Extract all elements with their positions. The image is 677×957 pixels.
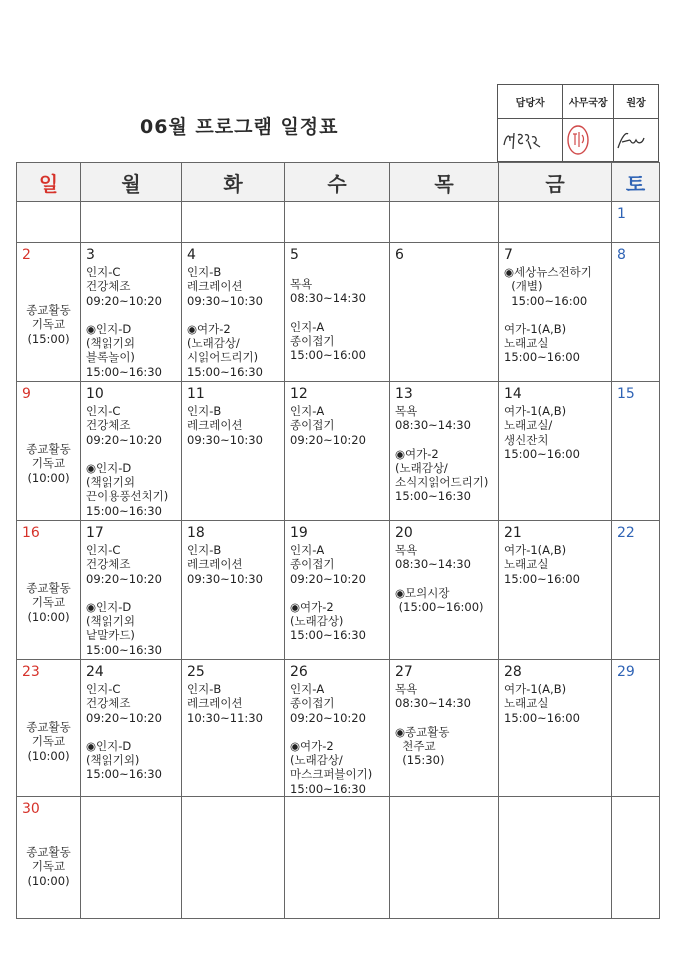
schedule-event: 인지-C 건강체조 09:20~10:20 bbox=[86, 265, 162, 308]
day-number: 8 bbox=[617, 247, 626, 263]
director-signature bbox=[614, 119, 659, 162]
schedule-event: 인지-B 레크레이션 09:30~10:30 bbox=[187, 543, 263, 586]
day-cell-fri bbox=[499, 797, 612, 919]
calendar-week-row bbox=[17, 797, 660, 919]
schedule-event: ◉인지-D (책읽기외 블록놀이) 15:00~16:30 bbox=[86, 321, 162, 379]
day-number: 27 bbox=[395, 664, 413, 680]
weekday-fri: 금 bbox=[499, 163, 612, 202]
weekday-thu: 목 bbox=[390, 163, 499, 202]
day-cell-thu bbox=[390, 797, 499, 919]
day-cell-fri bbox=[499, 521, 612, 660]
handwritten-signature-icon bbox=[498, 125, 548, 155]
day-cell-tue bbox=[182, 797, 285, 919]
day-cell-tue bbox=[182, 243, 285, 382]
day-cell-wed bbox=[285, 382, 390, 521]
day-cell-wed bbox=[285, 660, 390, 797]
schedule-event: 여가-1(A,B) 노래교실 15:00~16:00 bbox=[504, 682, 580, 725]
day-number: 15 bbox=[617, 386, 635, 402]
day-cell-tue bbox=[182, 382, 285, 521]
day-cell-wed bbox=[285, 202, 390, 243]
schedule-event: 인지-A 종이접기 15:00~16:00 bbox=[290, 319, 366, 363]
day-number: 5 bbox=[290, 247, 299, 263]
day-cell-sat bbox=[612, 382, 660, 521]
day-number: 9 bbox=[22, 386, 31, 402]
day-cell-tue bbox=[182, 521, 285, 660]
day-number: 18 bbox=[187, 525, 205, 541]
day-number: 23 bbox=[22, 664, 40, 680]
day-cell-wed bbox=[285, 243, 390, 382]
day-number: 13 bbox=[395, 386, 413, 402]
schedule-event: 인지-B 레크레이션 09:30~10:30 bbox=[187, 265, 263, 308]
day-cell-sat bbox=[612, 202, 660, 243]
day-cell-thu bbox=[390, 660, 499, 797]
schedule-event: 인지-C 건강체조 09:20~10:20 bbox=[86, 543, 162, 586]
day-number: 10 bbox=[86, 386, 104, 402]
day-number: 29 bbox=[617, 664, 635, 680]
day-cell-sat bbox=[612, 797, 660, 919]
schedule-event: ◉여가-2 (노래감상/ 마스크퍼블이기) 15:00~16:30 bbox=[290, 738, 373, 796]
schedule-event: 여가-1(A,B) 노래교실 15:00~16:00 bbox=[504, 543, 580, 586]
calendar-body bbox=[17, 202, 660, 919]
day-number: 19 bbox=[290, 525, 308, 541]
day-number: 26 bbox=[290, 664, 308, 680]
schedule-event: ◉종교활동 천주교 (15:30) bbox=[395, 724, 450, 768]
approval-header-secretary: 사무국장 bbox=[563, 85, 614, 119]
day-number: 22 bbox=[617, 525, 635, 541]
weekday-tue: 화 bbox=[182, 163, 285, 202]
schedule-event: 목욕 08:30~14:30 bbox=[395, 682, 471, 711]
schedule-event: 목욕 08:30~14:30 bbox=[290, 277, 366, 306]
day-number: 25 bbox=[187, 664, 205, 680]
schedule-event: 인지-B 레크레이션 10:30~11:30 bbox=[187, 682, 263, 725]
day-cell-tue bbox=[182, 660, 285, 797]
weekday-wed: 수 bbox=[285, 163, 390, 202]
page-title: 06월 프로그램 일정표 bbox=[140, 116, 339, 138]
day-number: 28 bbox=[504, 664, 522, 680]
approval-box bbox=[497, 84, 659, 162]
day-number: 2 bbox=[22, 247, 31, 263]
day-number: 4 bbox=[187, 247, 196, 263]
schedule-event: 종교활동 기독교 (10:00) bbox=[26, 845, 71, 888]
day-cell-fri bbox=[499, 202, 612, 243]
approval-header-manager: 담당자 bbox=[498, 85, 563, 119]
day-cell-wed bbox=[285, 797, 390, 919]
day-cell-fri bbox=[499, 243, 612, 382]
day-cell-mon bbox=[81, 243, 182, 382]
schedule-event: 인지-C 건강체조 09:20~10:20 bbox=[86, 404, 162, 447]
day-cell-sat bbox=[612, 521, 660, 660]
day-cell-wed bbox=[285, 521, 390, 660]
day-number: 21 bbox=[504, 525, 522, 541]
schedule-event: ◉인지-D (책읽기외) 15:00~16:30 bbox=[86, 738, 162, 782]
day-number: 17 bbox=[86, 525, 104, 541]
calendar-week-row bbox=[17, 382, 660, 521]
day-cell-sun bbox=[17, 797, 81, 919]
day-cell-sun bbox=[17, 660, 81, 797]
day-cell-fri bbox=[499, 660, 612, 797]
day-cell-sun bbox=[17, 382, 81, 521]
schedule-event: 목욕 08:30~14:30 bbox=[395, 404, 471, 433]
schedule-event: ◉여가-2 (노래감상/ 시읽어드리기) 15:00~16:30 bbox=[187, 321, 263, 379]
schedule-event: 인지-C 건강체조 09:20~10:20 bbox=[86, 682, 162, 725]
day-cell-mon bbox=[81, 521, 182, 660]
weekday-mon: 월 bbox=[81, 163, 182, 202]
schedule-event: 인지-A 종이접기 09:20~10:20 bbox=[290, 404, 366, 447]
schedule-event: 종교활동 기독교 (10:00) bbox=[26, 581, 71, 624]
schedule-event: ◉여가-2 (노래감상/ 소식지읽어드리기) 15:00~16:30 bbox=[395, 446, 489, 504]
day-cell-sat bbox=[612, 243, 660, 382]
day-cell-thu bbox=[390, 382, 499, 521]
schedule-event: 종교활동 기독교 (15:00) bbox=[26, 303, 71, 346]
manager-signature bbox=[498, 119, 563, 162]
day-number: 11 bbox=[187, 386, 205, 402]
day-cell-mon bbox=[81, 382, 182, 521]
day-number: 30 bbox=[22, 801, 40, 818]
day-cell-sun bbox=[17, 243, 81, 382]
schedule-event: ◉모의시장 (15:00~16:00) bbox=[395, 585, 484, 614]
schedule-event: 목욕 08:30~14:30 bbox=[395, 543, 471, 572]
day-cell-sat bbox=[612, 660, 660, 797]
weekday-header-row bbox=[17, 163, 660, 202]
day-number: 12 bbox=[290, 386, 308, 402]
day-number: 6 bbox=[395, 247, 404, 263]
calendar-week-row bbox=[17, 660, 660, 797]
calendar-week-row bbox=[17, 243, 660, 382]
schedule-event: 종교활동 기독교 (10:00) bbox=[26, 720, 71, 763]
approval-header-director: 원장 bbox=[614, 85, 659, 119]
handwritten-signature-icon bbox=[614, 128, 648, 152]
day-cell-tue bbox=[182, 202, 285, 243]
day-number: 7 bbox=[504, 247, 513, 263]
schedule-event: ◉인지-D (책읽기외 낱말카드) 15:00~16:30 bbox=[86, 599, 162, 657]
day-cell-thu bbox=[390, 521, 499, 660]
red-seal-icon bbox=[563, 123, 593, 157]
day-cell-sun bbox=[17, 202, 81, 243]
day-number: 16 bbox=[22, 525, 40, 541]
day-cell-thu bbox=[390, 202, 499, 243]
schedule-event: ◉세상뉴스전하기 (개별) 15:00~16:00 bbox=[504, 265, 592, 308]
schedule-event: 종교활동 기독교 (10:00) bbox=[26, 442, 71, 485]
day-number: 1 bbox=[617, 206, 626, 222]
calendar-week-row bbox=[17, 202, 660, 243]
schedule-event: 인지-A 종이접기 09:20~10:20 bbox=[290, 543, 366, 586]
day-number: 3 bbox=[86, 247, 95, 263]
calendar-table bbox=[16, 162, 660, 919]
schedule-event: ◉여가-2 (노래감상) 15:00~16:30 bbox=[290, 599, 366, 643]
schedule-event: 여가-1(A,B) 노래교실/ 생신잔치 15:00~16:00 bbox=[504, 404, 580, 461]
calendar-week-row bbox=[17, 521, 660, 660]
secretary-seal bbox=[563, 119, 614, 162]
day-number: 14 bbox=[504, 386, 522, 402]
day-number: 20 bbox=[395, 525, 413, 541]
weekday-sat: 토 bbox=[612, 163, 660, 202]
day-cell-mon bbox=[81, 797, 182, 919]
day-cell-fri bbox=[499, 382, 612, 521]
day-cell-mon bbox=[81, 202, 182, 243]
day-cell-mon bbox=[81, 660, 182, 797]
schedule-event: 인지-A 종이접기 09:20~10:20 bbox=[290, 682, 366, 725]
weekday-sun: 일 bbox=[17, 163, 81, 202]
schedule-event: 여가-1(A,B) 노래교실 15:00~16:00 bbox=[504, 321, 580, 365]
day-cell-thu bbox=[390, 243, 499, 382]
day-cell-sun bbox=[17, 521, 81, 660]
schedule-event: ◉인지-D (책읽기외 끈이용풍선치기) 15:00~16:30 bbox=[86, 460, 169, 518]
day-number: 24 bbox=[86, 664, 104, 680]
schedule-event: 인지-B 레크레이션 09:30~10:30 bbox=[187, 404, 263, 447]
